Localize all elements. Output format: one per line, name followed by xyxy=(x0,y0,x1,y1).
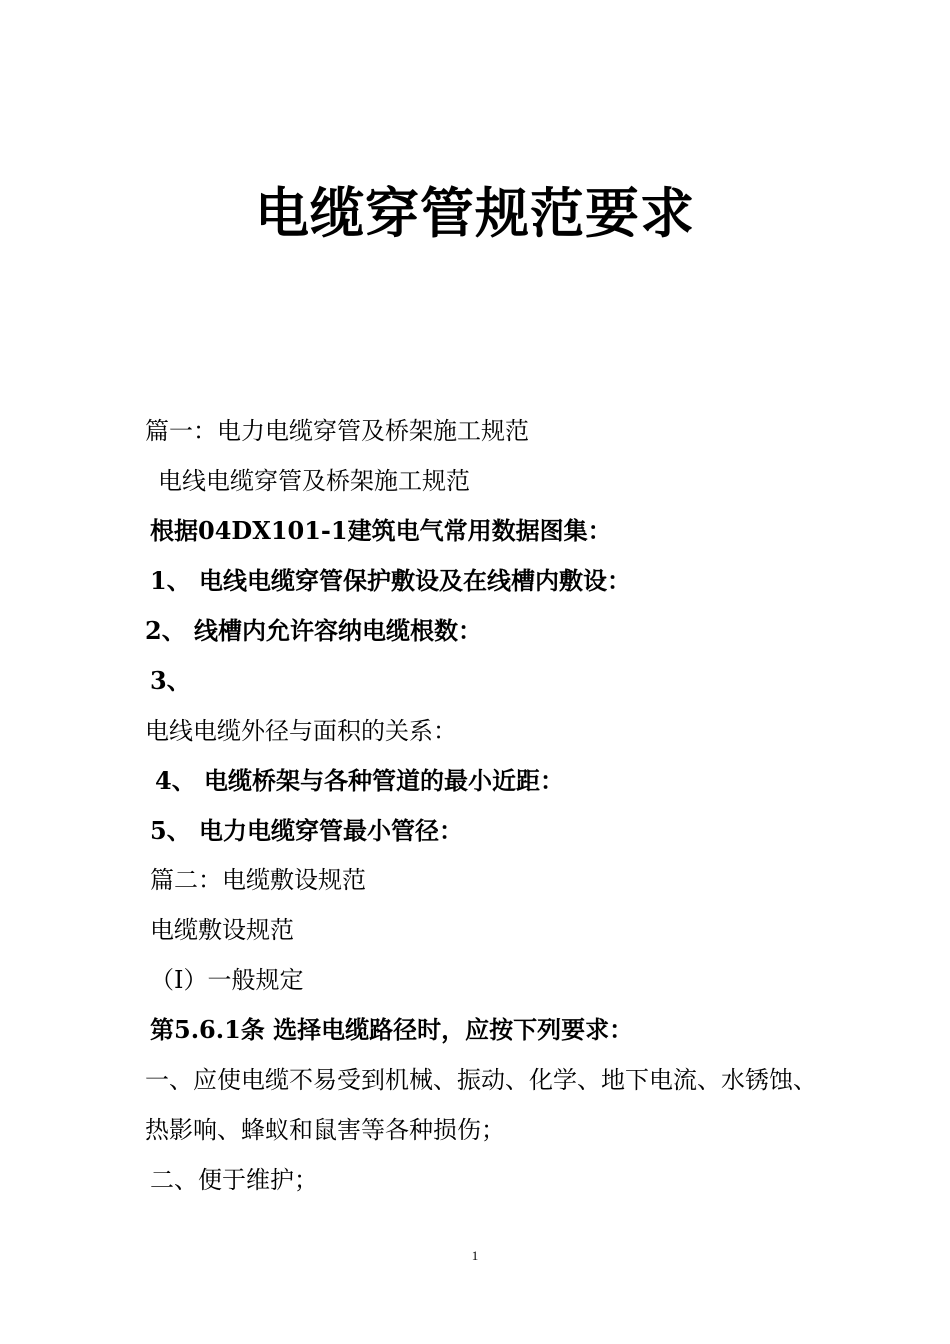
text-line-1: 篇一：电力电缆穿管及桥架施工规范 xyxy=(145,417,529,445)
text-line-15: 热影响、蜂蚁和鼠害等各种损伤； xyxy=(145,1116,505,1144)
text-line-2: 电线电缆穿管及桥架施工规范 xyxy=(158,467,470,495)
text-line-14: 一、应使电缆不易受到机械、振动、化学、地下电流、水锈蚀、 xyxy=(145,1066,817,1094)
text-line-13: 第5.6.1条 选择电缆路径时，应按下列要求： xyxy=(150,1015,634,1044)
text-line-7: 电线电缆外径与面积的关系： xyxy=(145,717,457,745)
text-line-4: 1、 电线电缆穿管保护敷设及在线槽内敷设： xyxy=(150,566,632,595)
page-number: 1 xyxy=(471,1248,479,1263)
text-line-16: 二、便于维护； xyxy=(150,1166,318,1194)
text-line-9: 5、 电力电缆穿管最小管径： xyxy=(150,816,464,845)
text-line-12: （Ⅰ）一般规定 xyxy=(150,966,304,994)
text-line-5: 2、 线槽内允许容纳电缆根数： xyxy=(145,616,483,645)
text-line-10: 篇二：电缆敷设规范 xyxy=(150,866,366,894)
text-line-6: 3、 xyxy=(150,666,191,695)
document-title: 电缆穿管规范要求 xyxy=(255,181,695,245)
text-line-3: 根据04DX101-1建筑电气常用数据图集： xyxy=(150,516,612,545)
text-line-8: 4、 电缆桥架与各种管道的最小近距： xyxy=(155,766,565,795)
text-line-11: 电缆敷设规范 xyxy=(150,916,294,944)
